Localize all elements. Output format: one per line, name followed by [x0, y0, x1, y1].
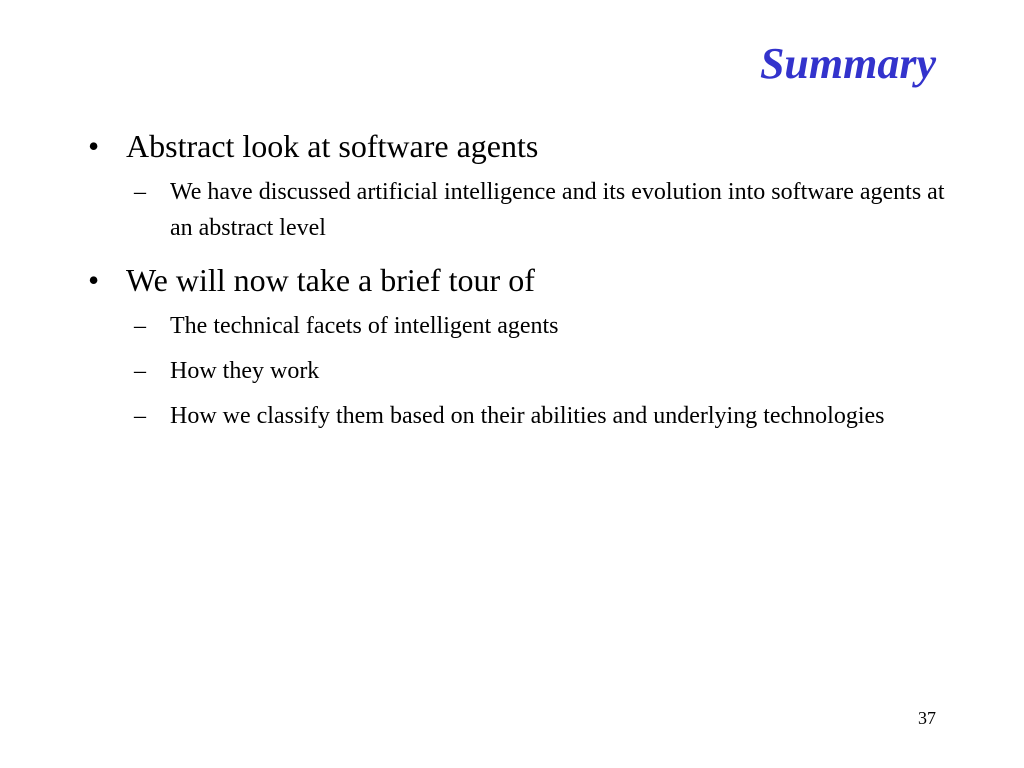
slide-content — [84, 118, 954, 444]
bullet-icon: • — [88, 128, 100, 164]
sub-bullet-text: We have discussed artificial intelligence and its evolution into software agents at an abstract level — [170, 179, 945, 241]
dash-icon: – — [134, 179, 146, 205]
page-number: 37 — [918, 708, 936, 728]
dash-icon: – — [134, 358, 146, 384]
bullet-item — [84, 122, 954, 170]
bullet-item — [84, 256, 954, 304]
sub-bullet-item — [84, 353, 954, 389]
dash-icon: – — [134, 403, 146, 429]
sub-bullet-item — [84, 398, 954, 434]
slide-title: Summary — [759, 39, 936, 88]
bullet-icon: • — [88, 262, 100, 298]
bullet-text: We will now take a brief tour of — [126, 262, 535, 298]
sub-list — [84, 308, 954, 434]
dash-icon: – — [134, 313, 146, 339]
sub-list — [84, 174, 954, 246]
bullet-text: Abstract look at software agents — [126, 128, 539, 164]
sub-bullet-text: How we classify them based on their abilities and underlying technologies — [170, 403, 885, 429]
sub-bullet-item — [84, 174, 954, 246]
sub-bullet-text: How they work — [170, 358, 320, 384]
sub-bullet-item — [84, 308, 954, 344]
sub-bullet-text: The technical facets of intelligent agents — [170, 313, 559, 339]
